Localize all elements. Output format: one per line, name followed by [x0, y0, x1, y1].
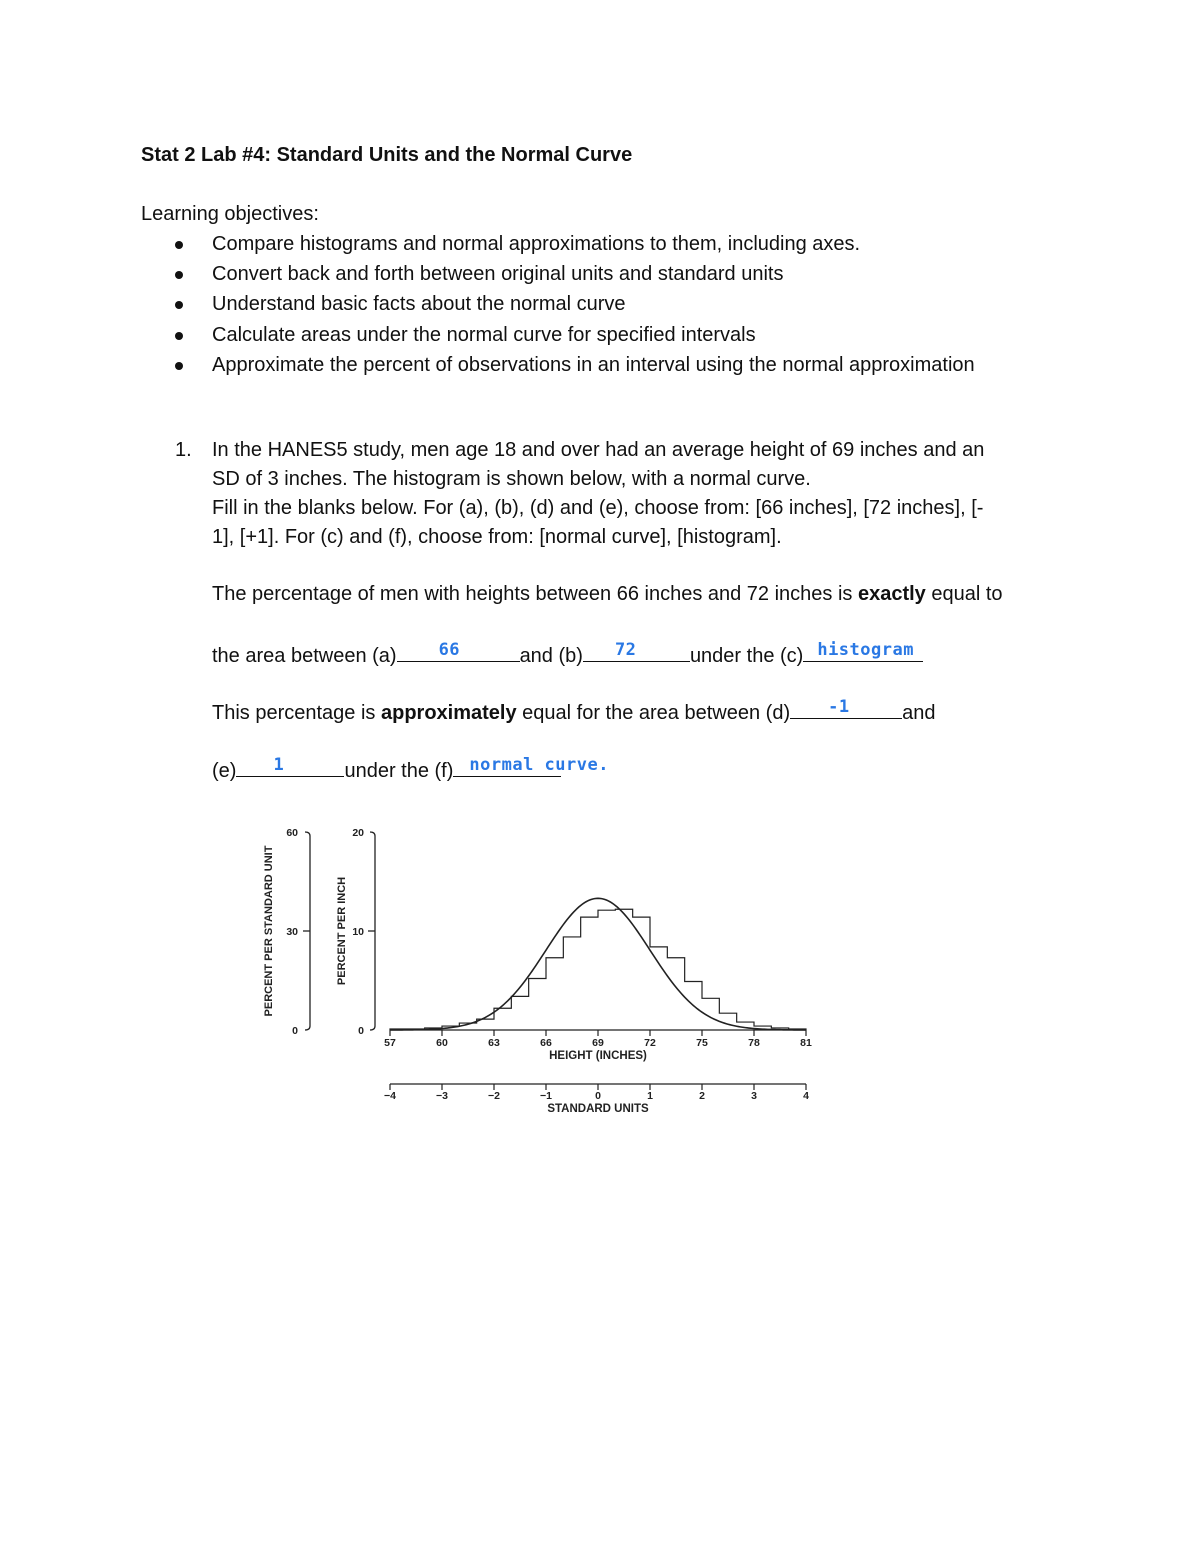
question-line: Fill in the blanks below. For (a), (b), (d) and (e), choose from: [66 inches], [72 inches], [-	[212, 497, 984, 519]
y-right-tick-label: 0	[358, 1025, 364, 1037]
su-axis-title: STANDARD UNITS	[547, 1103, 649, 1115]
x-tick-label: 60	[436, 1037, 448, 1049]
page-title: Stat 2 Lab #4: Standard Units and the Normal Curve	[141, 144, 633, 166]
objective-item: Approximate the percent of observations in an interval using the normal approximation	[172, 353, 975, 383]
answer-e: 1	[273, 755, 285, 775]
x-tick-label: 63	[488, 1037, 500, 1049]
statement-exactly: The percentage of men with heights between 66 inches and 72 inches is exactly equal to	[212, 583, 1003, 605]
answer-a: 66	[438, 640, 461, 660]
x-tick-label: 57	[384, 1037, 396, 1049]
y-left-tick-label: 30	[286, 926, 298, 938]
objective-item: Understand basic facts about the normal curve	[172, 292, 975, 322]
y-right-tick-label: 20	[352, 827, 364, 839]
su-tick-label: −1	[540, 1090, 552, 1102]
answer-d: -1	[828, 697, 850, 717]
su-tick-label: 0	[595, 1090, 601, 1102]
y-right-tick-label: 10	[352, 926, 364, 938]
su-tick-label: −3	[436, 1090, 448, 1102]
su-tick-label: −4	[384, 1090, 396, 1102]
y-left-axis-title: PERCENT PER STANDARD UNIT	[263, 845, 275, 1017]
su-tick-label: 1	[647, 1090, 653, 1102]
objective-item: Compare histograms and normal approximations to them, including axes.	[172, 232, 975, 262]
question-line: In the HANES5 study, men age 18 and over had an average height of 69 inches and an	[212, 439, 985, 461]
objective-item: Convert back and forth between original units and standard units	[172, 262, 975, 292]
su-tick-label: −2	[488, 1090, 500, 1102]
answer-b: 72	[614, 640, 637, 660]
question-number: 1.	[175, 439, 192, 461]
x-tick-label: 75	[696, 1037, 708, 1049]
objectives-heading: Learning objectives:	[141, 203, 319, 225]
answer-c: histogram	[817, 640, 914, 660]
x-tick-label: 78	[748, 1037, 760, 1049]
su-tick-label: 2	[699, 1090, 705, 1102]
x-tick-label: 72	[644, 1037, 656, 1049]
y-left-tick-label: 60	[286, 827, 298, 839]
histogram-bars	[390, 909, 806, 1030]
su-tick-label: 3	[751, 1090, 757, 1102]
x-tick-label: 81	[800, 1037, 812, 1049]
question-line: SD of 3 inches. The histogram is shown below, with a normal curve.	[212, 468, 811, 490]
y-left-tick-label: 0	[292, 1025, 298, 1037]
question-line: 1], [+1]. For (c) and (f), choose from: [normal curve], [histogram].	[212, 526, 782, 548]
y-right-axis-title: PERCENT PER INCH	[336, 876, 348, 986]
statement-under: (e) 1 under the (f) normal curve.	[212, 755, 609, 782]
x-axis-title: HEIGHT (INCHES)	[549, 1050, 647, 1062]
statement-approx: This percentage is approximately equal for the area between (d) -1 and	[212, 697, 936, 724]
statement-area: the area between (a) 66 and (b) 72 under the (c) histogram	[212, 641, 923, 668]
su-tick-label: 4	[803, 1090, 809, 1102]
x-tick-label: 69	[592, 1037, 604, 1049]
normal-curve	[390, 898, 806, 1030]
answer-f: normal curve.	[469, 755, 609, 775]
x-tick-label: 66	[540, 1037, 552, 1049]
objective-item: Calculate areas under the normal curve for specified intervals	[172, 323, 975, 353]
